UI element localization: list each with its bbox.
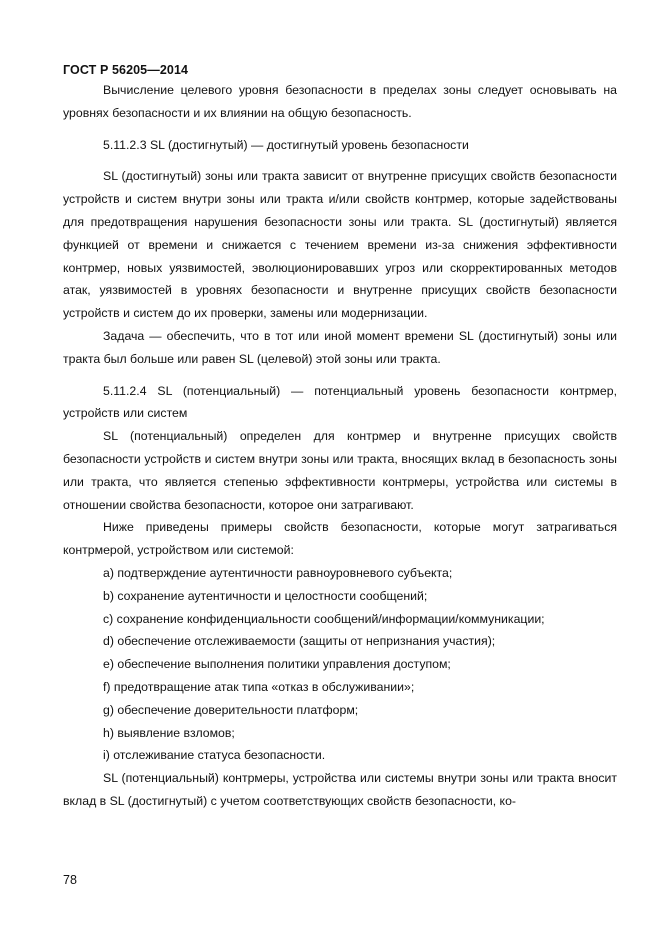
paragraph-closing: SL (потенциальный) контрмеры, устройства или системы внутри зоны или тракта вносит вклад в SL (достигнутый) с учетом соответствующих свойств безопасности, ко- <box>63 771 617 808</box>
document-header: ГОСТ Р 56205—2014 <box>63 63 189 77</box>
paragraph-sl-potential: SL (потенциальный) определен для контрмер и внутренне присущих свойств безопасности устройств и систем внутри зоны или тракта, вносящих вклад в безопасность зоны или тракта, что является степенью эффективности контрмеры, устройства или системы в отношении свойства безопасности, которое они затрагивают. <box>63 429 617 512</box>
list-item: d) обеспечение отслеживаемости (защиты от непризнания участия); <box>103 634 496 649</box>
document-body <box>63 79 617 813</box>
list-item: a) подтверждение аутентичности равноуровневого субъекта; <box>103 565 453 580</box>
paragraph-sl-achieved: SL (достигнутый) зоны или тракта зависит от внутренне присущих свойств безопасности устройств и систем внутри зоны или тракта и/или свойств контрмер, которые задействованы для предотвращения нарушения безопасности зоны или тракта. SL (достигнутый) является функцией от времени и снижается с течением времени из-за снижения эффективности контрмер, новых уязвимостей, эволюционировавших угроз или скорректированных методов атак, уязвимостей в уровнях безопасности и внутренне присущих свойств безопасности устройств и систем до их проверки, замены или модернизации. <box>63 169 617 321</box>
list-item: b) сохранение аутентичности и целостности сообщений; <box>103 588 428 603</box>
paragraph-task: Задача — обеспечить, что в тот или иной момент времени SL (достигнутый) зоны или тракта был больше или равен SL (целевой) этой зоны или тракта. <box>63 328 617 366</box>
list-item: e) обеспечение выполнения политики управления доступом; <box>103 657 451 672</box>
list-item: f) предотвращение атак типа «отказ в обслуживании»; <box>103 679 415 694</box>
section-heading-5-11-2-4: 5.11.2.4 SL (потенциальный) — потенциальный уровень безопасности контрмер, устройств или систем <box>63 383 617 421</box>
paragraph-intro: Вычисление целевого уровня безопасности в пределах зоны следует основывать на уровнях безопасности и их влиянии на общую безопасность. <box>63 83 617 120</box>
list-item: i) отслеживание статуса безопасности. <box>103 748 326 763</box>
page-number: 78 <box>63 873 77 887</box>
paragraph-examples-intro: Ниже приведены примеры свойств безопасности, которые могут затрагиваться контрмерой, устройством или системой: <box>63 520 617 558</box>
list-item: h) выявление взломов; <box>103 725 235 740</box>
section-heading-5-11-2-3: 5.11.2.3 SL (достигнутый) — достигнутый уровень безопасности <box>103 137 469 152</box>
list-item: g) обеспечение доверительности платформ; <box>103 702 359 717</box>
list-item: c) сохранение конфиденциальности сообщений/информации/коммуникации; <box>103 611 545 626</box>
